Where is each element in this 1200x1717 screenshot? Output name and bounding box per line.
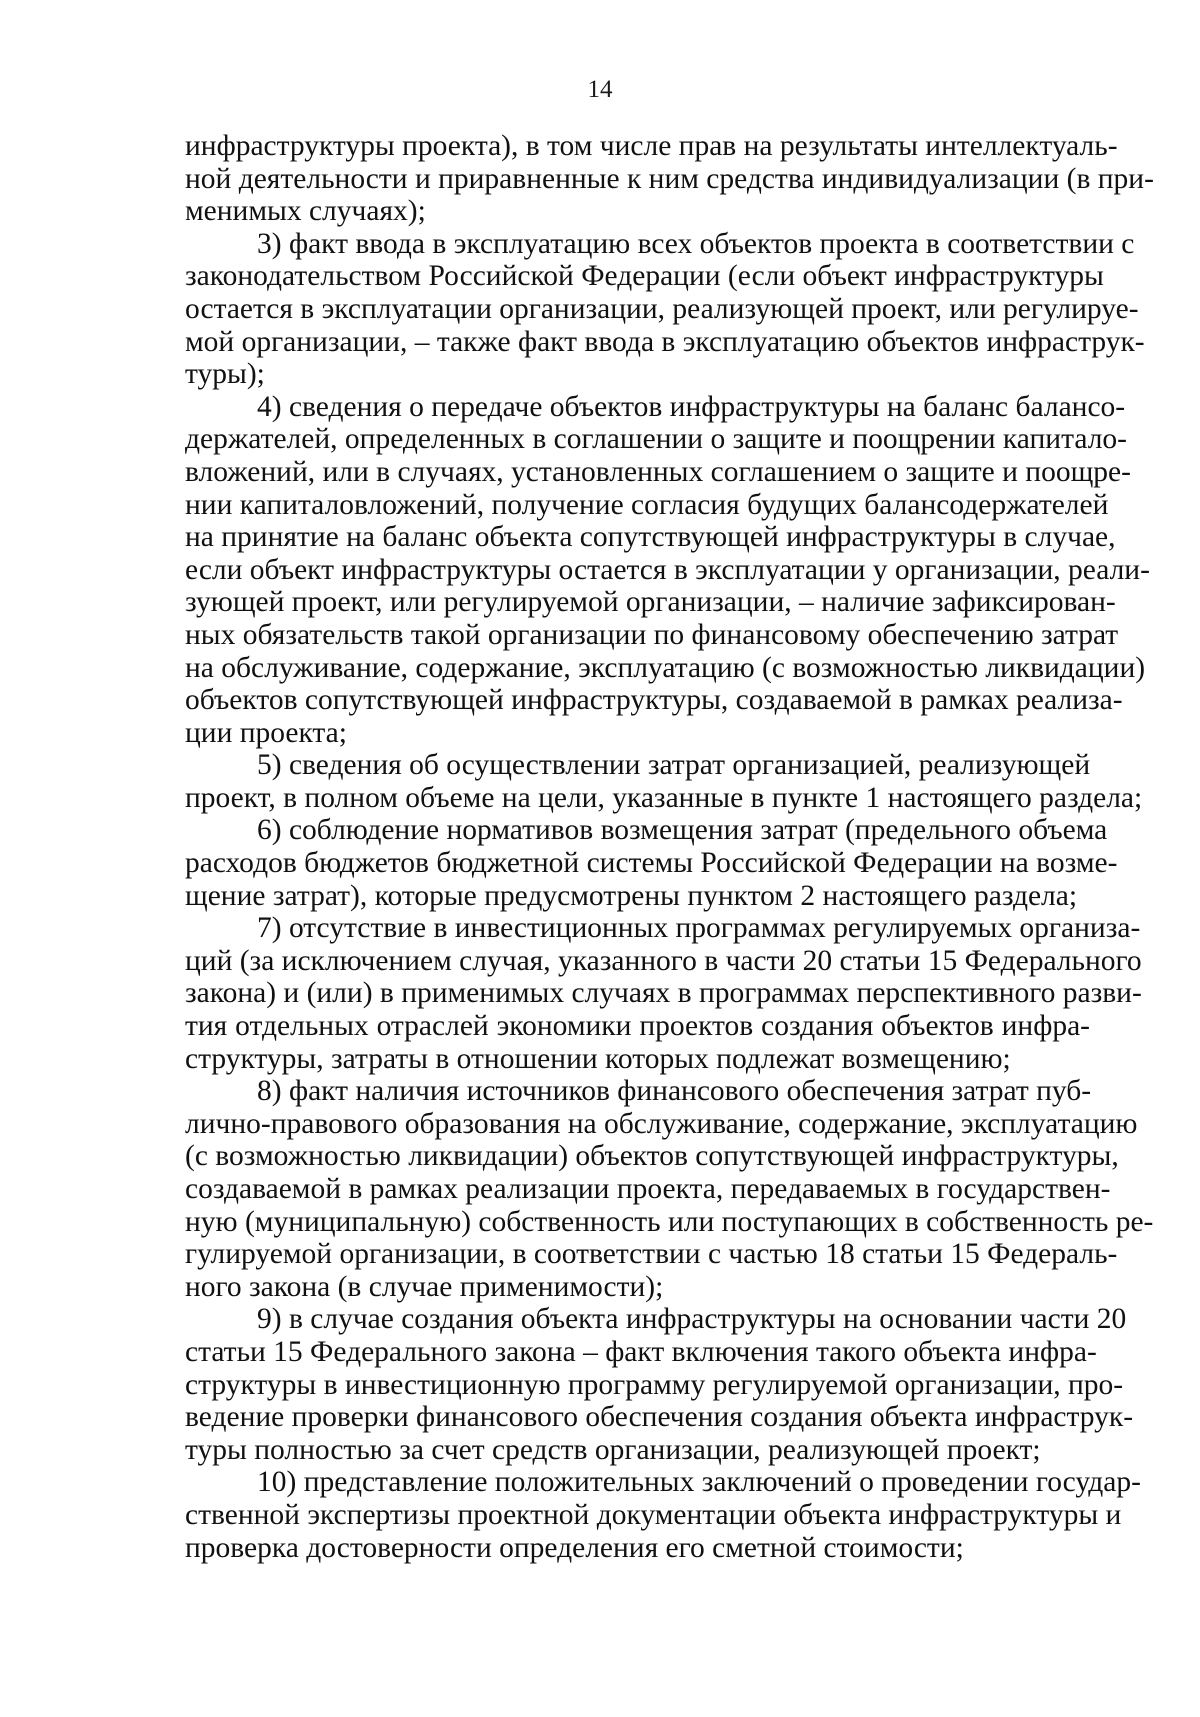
text-line: ной деятельности и приравненные к ним средства индивидуализации (в при- bbox=[185, 162, 1154, 195]
text-line: 3) факт ввода в эксплуатацию всех объектов проекта в соответствии с bbox=[257, 227, 1135, 260]
text-line: расходов бюджетов бюджетной системы Российской Федерации на возме- bbox=[185, 847, 1118, 880]
text-line: статьи 15 Федерального закона – факт включения такого объекта инфра- bbox=[185, 1335, 1097, 1368]
document-body bbox=[185, 130, 1154, 1564]
text-line: структуры в инвестиционную программу регулируемой организации, про- bbox=[185, 1368, 1124, 1401]
text-line: если объект инфраструктуры остается в эксплуатации у организации, реали- bbox=[185, 553, 1150, 586]
text-line: щение затрат), которые предусмотрены пунктом 2 настоящего раздела; bbox=[185, 879, 1078, 912]
text-line: структуры, затраты в отношении которых подлежат возмещению; bbox=[185, 1042, 1011, 1075]
text-line: 5) сведения об осуществлении затрат организацией, реализующей bbox=[257, 749, 1091, 782]
text-line: тия отдельных отраслей экономики проектов создания объектов инфра- bbox=[185, 1010, 1090, 1043]
text-line: создаваемой в рамках реализации проекта, передаваемых в государствен- bbox=[185, 1173, 1111, 1205]
text-line: туры); bbox=[185, 358, 265, 391]
text-line: ного закона (в случае применимости); bbox=[185, 1270, 664, 1303]
text-line: на принятие на баланс объекта сопутствующей инфраструктуры в случае, bbox=[185, 521, 1116, 554]
text-line: ную (муниципальную) собственность или поступающих в собственность ре- bbox=[185, 1205, 1154, 1238]
text-line: туры полностью за счет средств организации, реализующей проект; bbox=[185, 1433, 1041, 1466]
text-line: 9) в случае создания объекта инфраструктуры на основании части 20 bbox=[257, 1303, 1127, 1336]
text-line: менимых случаях); bbox=[185, 195, 426, 228]
text-line: гулируемой организации, в соответствии с частью 18 статьи 15 Федераль- bbox=[185, 1238, 1118, 1271]
text-line: (с возможностью ликвидации) объектов сопутствующей инфраструктуры, bbox=[185, 1140, 1119, 1173]
text-line: ций (за исключением случая, указанного в части 20 статьи 15 Федерального bbox=[185, 944, 1142, 977]
text-line: 6) соблюдение нормативов возмещения затрат (предельного объема bbox=[257, 814, 1108, 847]
text-line: вложений, или в случаях, установленных соглашением о защите и поощре- bbox=[185, 455, 1131, 488]
text-line: законодательством Российской Федерации (если объект инфраструктуры bbox=[185, 260, 1104, 293]
text-line: зующей проект, или регулируемой организации, – наличие зафиксирован- bbox=[185, 586, 1116, 619]
text-line: лично-правового образования на обслуживание, содержание, эксплуатацию bbox=[185, 1107, 1138, 1140]
text-line: ведение проверки финансового обеспечения создания объекта инфраструк- bbox=[185, 1401, 1134, 1434]
text-line: проект, в полном объеме на цели, указанные в пункте 1 настоящего раздела; bbox=[185, 781, 1143, 814]
text-line: ных обязательств такой организации по финансовому обеспечению затрат bbox=[185, 618, 1119, 651]
text-line: остается в эксплуатации организации, реализующей проект, или регулируе- bbox=[185, 292, 1139, 325]
text-line: ственной экспертизы проектной документации объекта инфраструктуры и bbox=[185, 1498, 1122, 1531]
text-line: объектов сопутствующей инфраструктуры, создаваемой в рамках реализа- bbox=[185, 684, 1123, 717]
text-line: нии капиталовложений, получение согласия будущих балансодержателей bbox=[185, 488, 1109, 521]
text-line: 10) представление положительных заключений о проведении государ- bbox=[257, 1466, 1141, 1499]
text-line: на обслуживание, содержание, эксплуатацию (с возможностью ликвидации) bbox=[185, 651, 1146, 684]
text-line: проверка достоверности определения его сметной стоимости; bbox=[185, 1531, 964, 1564]
text-line: закона) и (или) в применимых случаях в программах перспективного разви- bbox=[185, 977, 1142, 1010]
text-line: 8) факт наличия источников финансового обеспечения затрат пуб- bbox=[257, 1075, 1092, 1108]
text-line: ции проекта; bbox=[185, 716, 347, 749]
text-line: инфраструктуры проекта), в том числе прав на результаты интеллектуаль- bbox=[185, 130, 1118, 162]
text-line: 4) сведения о передаче объектов инфраструктуры на баланс балансо- bbox=[257, 390, 1126, 423]
text-line: 7) отсутствие в инвестиционных программах регулируемых организа- bbox=[257, 912, 1141, 945]
text-line: держателей, определенных в соглашении о защите и поощрении капитало- bbox=[185, 423, 1127, 456]
text-line: мой организации, – также факт ввода в эксплуатацию объектов инфраструк- bbox=[185, 325, 1145, 358]
page-number: 14 bbox=[587, 76, 613, 103]
